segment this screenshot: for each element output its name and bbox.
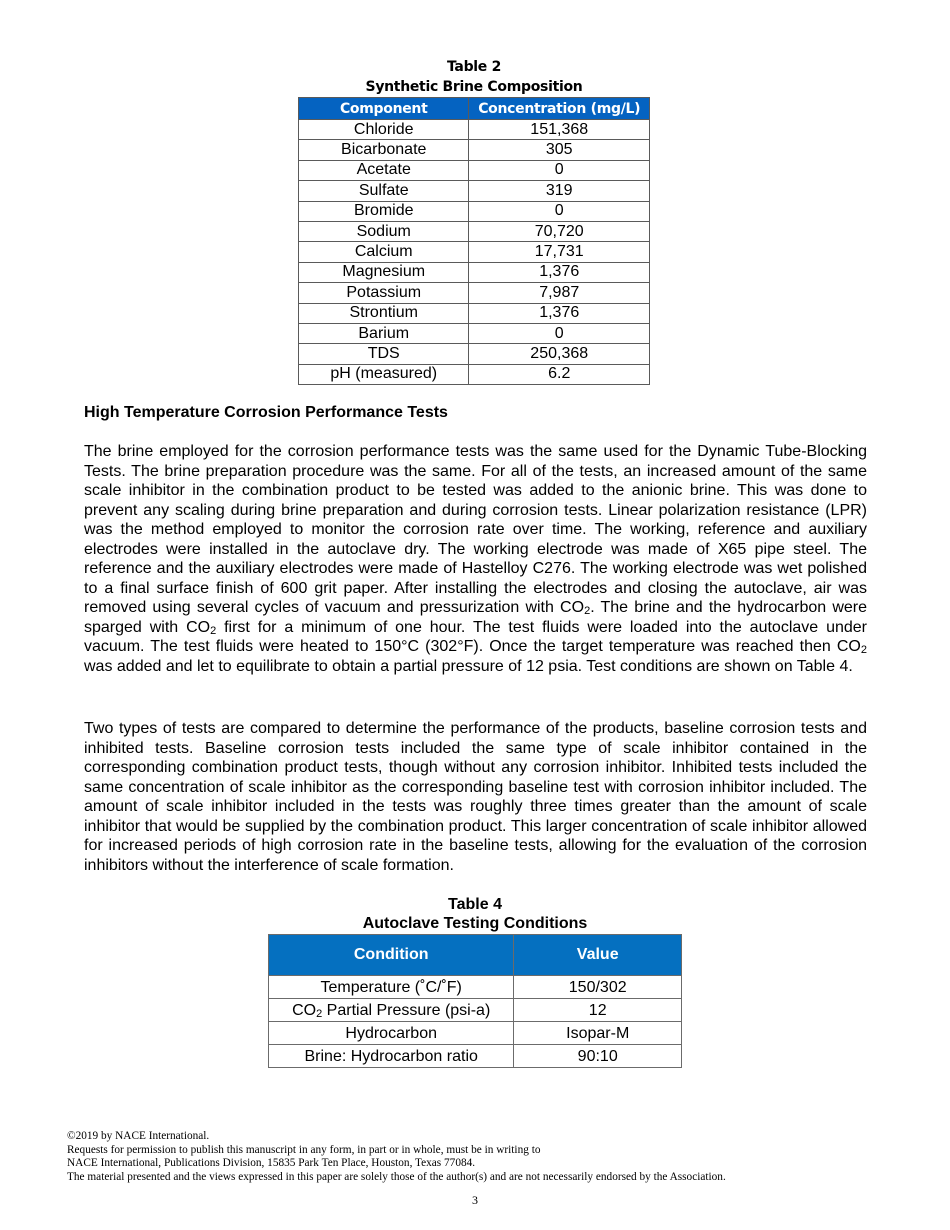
table-row — [299, 303, 650, 323]
table-header-row — [299, 98, 650, 120]
component-cell: Bromide — [299, 201, 469, 221]
component-cell: Potassium — [299, 283, 469, 303]
subscript: 2 — [210, 624, 217, 637]
footer-line: ©2019 by NACE International. — [67, 1130, 210, 1142]
table-row — [299, 364, 650, 384]
table-row — [299, 262, 650, 282]
component-cell: Strontium — [299, 303, 469, 323]
concentration-cell: 319 — [469, 181, 650, 201]
subscript: 2 — [316, 1007, 323, 1020]
concentration-cell: 250,368 — [469, 344, 650, 364]
condition-cell: Brine: Hydrocarbon ratio — [269, 1045, 514, 1068]
column-header-value: Value — [514, 935, 682, 976]
concentration-cell: 70,720 — [469, 221, 650, 241]
subscript: 2 — [584, 605, 591, 617]
value-cell: 90:10 — [514, 1045, 682, 1068]
condition-text: Partial Pressure (psi-a) — [322, 1001, 491, 1019]
table-row — [299, 120, 650, 140]
component-cell: Barium — [299, 323, 469, 343]
condition-cell — [269, 999, 514, 1022]
column-header-concentration: Concentration (mg/L) — [469, 98, 650, 120]
table-4-title: Autoclave Testing Conditions — [362, 915, 588, 932]
value-cell: Isopar-M — [514, 1022, 682, 1045]
condition-cell: Hydrocarbon — [269, 1022, 514, 1045]
table-2-label: Table 2 — [446, 59, 502, 75]
footer-line: NACE International, Publications Division, 15835 Park Ten Place, Houston, Texas 77084. — [67, 1157, 476, 1170]
table-row — [269, 1022, 682, 1045]
footer-line: The material presented and the views expressed in this paper are solely those of the author(s) and are not necessarily endorsed by the Association. — [67, 1171, 726, 1184]
paragraph-test-types: Two types of tests are compared to determine the performance of the products, baseline corrosion tests and inhibited tests. Baseline corrosion tests included the same type of scale inhibitor contained in the corresponding combination product tests, though without any corrosion inhibitor. Inhibited tests included the same concentration of scale inhibitor as the corresponding baseline test with corrosion inhibitor included. The amount of scale inhibitor included in the tests was roughly three times greater than the amount of scale inhibitor that would be supplied by the combination product. This larger concentration of scale inhibitor allowed for increased periods of high corrosion rate in the baseline tests, allowing for the evaluation of the corrosion inhibitors without the interference of scale formation. — [84, 720, 867, 874]
table-row — [299, 242, 650, 262]
table-row — [299, 201, 650, 221]
table-2-title: Synthetic Brine Composition — [365, 79, 583, 95]
concentration-cell: 151,368 — [469, 120, 650, 140]
concentration-cell: 0 — [469, 201, 650, 221]
component-cell: Acetate — [299, 160, 469, 180]
condition-cell: Temperature (˚C/˚F) — [269, 976, 514, 999]
table-row — [269, 976, 682, 999]
component-cell: Bicarbonate — [299, 140, 469, 160]
component-cell: Chloride — [299, 120, 469, 140]
page-number: 3 — [472, 1193, 478, 1207]
value-cell: 12 — [514, 999, 682, 1022]
column-header-condition: Condition — [269, 935, 514, 976]
paragraph-text: . The brine and the hydrocarbon were sparged with CO — [84, 599, 867, 636]
concentration-cell: 17,731 — [469, 242, 650, 262]
brine-composition-table — [298, 97, 650, 385]
table-row — [299, 221, 650, 241]
section-heading: High Temperature Corrosion Performance Tests — [84, 404, 448, 421]
table-4-label: Table 4 — [448, 896, 502, 913]
concentration-cell: 305 — [469, 140, 650, 160]
subscript: 2 — [860, 644, 867, 656]
concentration-cell: 7,987 — [469, 283, 650, 303]
component-cell: Sodium — [299, 221, 469, 241]
table-header-row — [269, 935, 682, 976]
component-cell: pH (measured) — [299, 364, 469, 384]
concentration-cell: 0 — [469, 160, 650, 180]
table-row — [299, 323, 650, 343]
table-row — [269, 999, 682, 1022]
concentration-cell: 6.2 — [469, 364, 650, 384]
concentration-cell: 1,376 — [469, 303, 650, 323]
component-cell: Magnesium — [299, 262, 469, 282]
autoclave-conditions-table — [268, 934, 682, 1068]
table-row — [299, 283, 650, 303]
paragraph-text: The brine employed for the corrosion performance tests was the same used for the Dynamic Tube-Blocking Tests. The brine preparation procedure was the same. For all of the tests, an increased amount of the same scale inhibitor in the combination product to be tested was added to the anionic brine. This was done to prevent any scaling during brine preparation and during corrosion tests. Linear polarization resistance (LPR) was the method employed to monitor the corrosion rate over time. The working, reference and auxiliary electrodes were installed in the autoclave dry. The working electrode was made of X65 pipe steel. The reference and the auxiliary electrodes were made of Hastelloy C276. The working electrode was wet polished to a final surface finish of 600 grit paper. After installing the electrodes and closing the autoclave, air was removed using several cycles of vacuum and pressurization with CO — [84, 443, 867, 616]
paragraph-text: was added and let to equilibrate to obtain a partial pressure of 12 psia. Test conditions are shown on Table 4. — [84, 657, 853, 675]
table-row — [299, 160, 650, 180]
table-row — [269, 1045, 682, 1068]
component-cell: TDS — [299, 344, 469, 364]
component-cell: Sulfate — [299, 181, 469, 201]
table-row — [299, 140, 650, 160]
footer-line: Requests for permission to publish this manuscript in any form, in part or in whole, must be in writing to — [67, 1143, 541, 1156]
column-header-component: Component — [299, 98, 469, 120]
table-row — [299, 344, 650, 364]
concentration-cell: 1,376 — [469, 262, 650, 282]
copyright-footer — [67, 1130, 726, 1185]
table-row — [299, 181, 650, 201]
paragraph-text: first for a minimum of one hour. The test fluids were loaded into the autoclave under vacuum. The test fluids were heated to 150°C (302°F). Once the target temperature was reached then CO — [84, 618, 867, 655]
component-cell: Calcium — [299, 242, 469, 262]
value-cell: 150/302 — [514, 976, 682, 999]
concentration-cell: 0 — [469, 323, 650, 343]
paragraph-test-procedure — [84, 442, 867, 676]
condition-text: CO — [292, 1001, 317, 1019]
